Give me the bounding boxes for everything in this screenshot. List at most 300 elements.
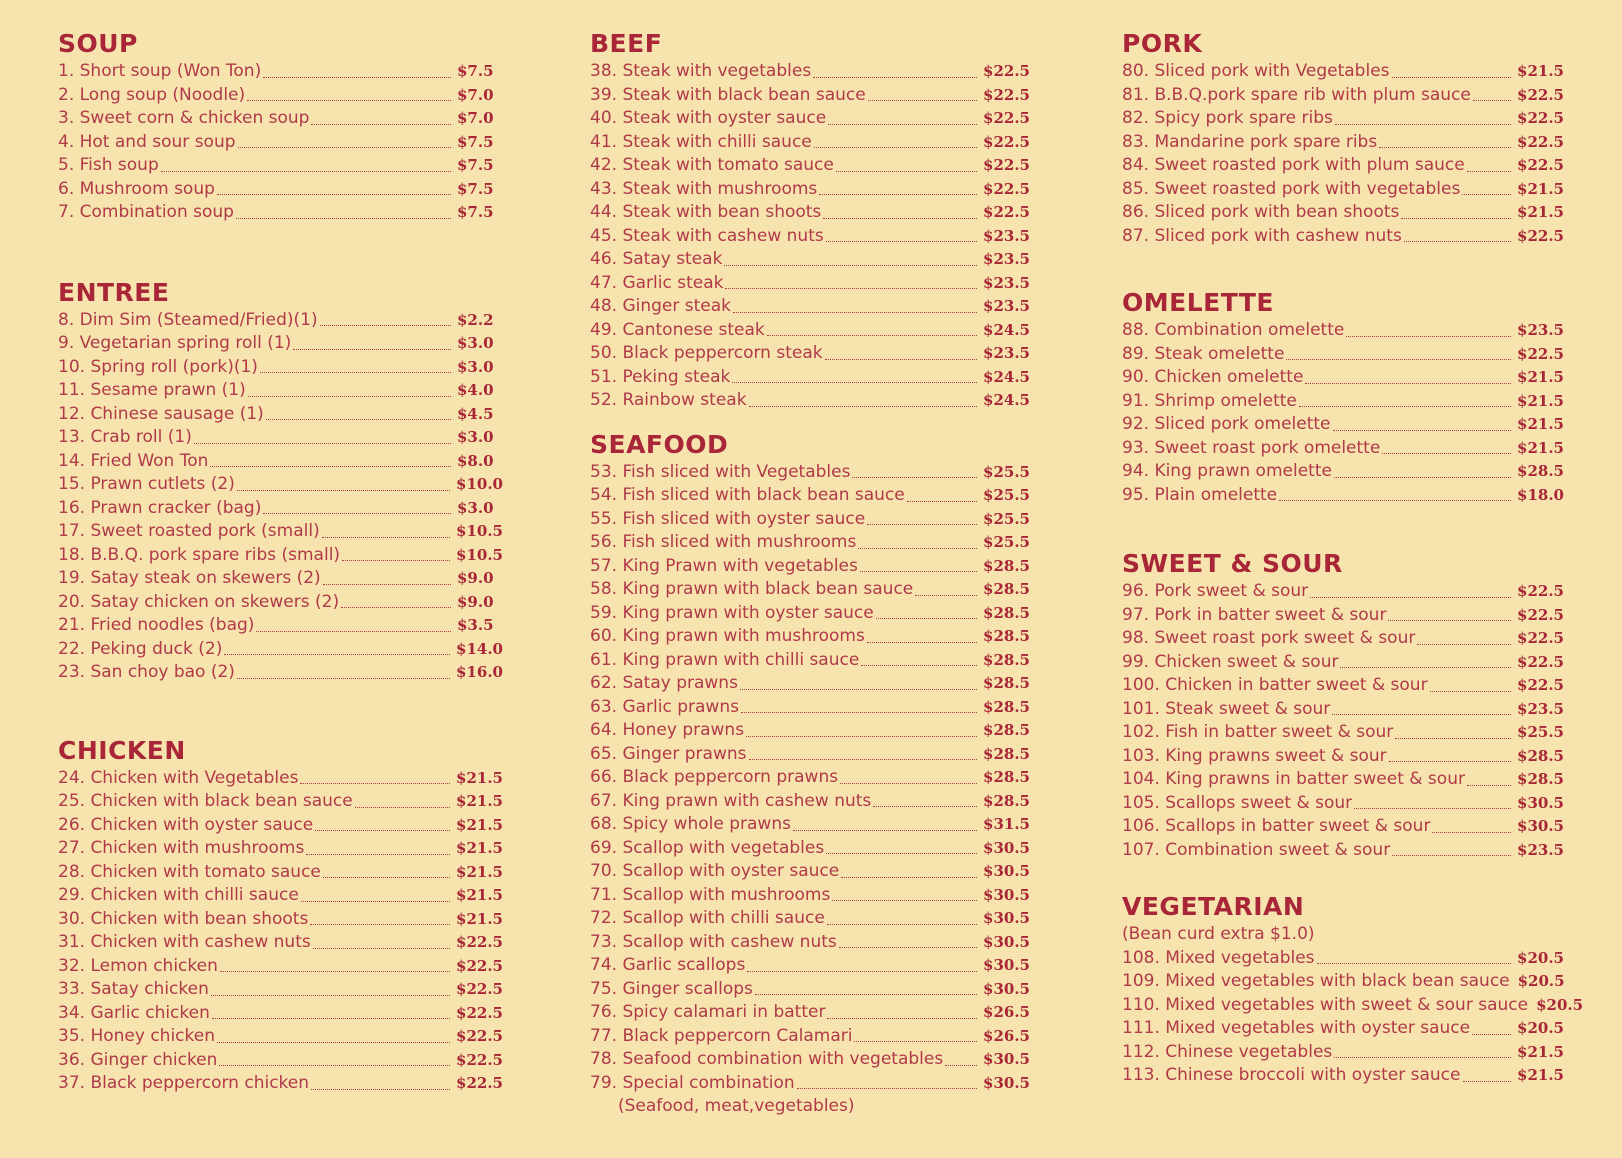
item-name: 91. Shrimp omelette [1122, 390, 1297, 411]
item-price: $22.5 [983, 203, 1030, 221]
item-price: $22.5 [1517, 132, 1564, 151]
dot-leader [876, 618, 977, 619]
item-price: $28.5 [983, 580, 1030, 598]
menu-item [590, 578, 1030, 602]
item-name: 71. Scallop with mushrooms [590, 884, 831, 905]
dot-leader [217, 194, 451, 195]
menu-item [590, 813, 1030, 837]
item-name: 113. Chinese broccoli with oyster sauce [1122, 1065, 1461, 1085]
dot-leader [819, 194, 977, 195]
item-name: 81. B.B.Q.pork spare rib with plum sauce [1122, 84, 1471, 105]
item-name: 47. Garlic steak [590, 272, 724, 293]
dot-leader [733, 312, 977, 313]
dot-leader [1404, 241, 1511, 242]
dot-leader [341, 607, 451, 608]
menu-item [590, 1001, 1030, 1025]
item-price: $21.5 [1517, 1042, 1564, 1061]
item-name: 112. Chinese vegetables [1122, 1041, 1333, 1062]
item-price: $22.5 [1517, 344, 1564, 363]
item-name: 34. Garlic chicken [58, 1002, 210, 1023]
dot-leader [852, 477, 977, 478]
item-price: $21.5 [456, 792, 503, 810]
dot-leader [311, 124, 451, 125]
menu-item [590, 484, 1030, 508]
item-list [1122, 947, 1584, 1088]
item-price: $22.5 [983, 62, 1030, 80]
dot-leader [767, 335, 977, 336]
item-name: 19. Satay steak on skewers (2) [58, 568, 321, 588]
item-price: $28.5 [983, 674, 1030, 692]
item-price: $24.5 [983, 391, 1030, 409]
menu-item [1122, 604, 1564, 628]
item-price: $28.5 [1517, 770, 1564, 788]
item-name: 90. Chicken omelette [1122, 367, 1304, 387]
menu-item [590, 602, 1030, 626]
item-name: 105. Scallops sweet & sour [1122, 792, 1353, 813]
dot-leader [320, 325, 451, 326]
item-price: $30.5 [983, 862, 1030, 880]
dot-leader [247, 100, 451, 101]
item-price: $30.5 [983, 932, 1030, 951]
item-list [1122, 60, 1564, 248]
section-title: CHICKEN [58, 735, 186, 765]
menu-item [1122, 947, 1564, 971]
menu-item [590, 461, 1030, 485]
menu-item [1122, 1017, 1564, 1041]
item-price: $22.5 [456, 980, 503, 998]
menu-column-right [1122, 28, 1584, 1088]
section-seafood [590, 429, 1030, 1119]
menu-item [58, 450, 503, 474]
item-name: 72. Scallop with chilli sauce [590, 908, 825, 928]
item-price: $21.5 [1517, 438, 1564, 457]
item-price: $22.5 [1517, 109, 1564, 127]
item-name: 70. Scallop with oyster sauce [590, 861, 840, 881]
dot-leader [749, 406, 977, 407]
item-price: $28.5 [983, 627, 1030, 645]
menu-item [58, 931, 503, 955]
dot-leader [342, 560, 450, 561]
section-chicken [58, 735, 503, 1096]
dot-leader [211, 995, 450, 996]
item-price: $10.5 [456, 545, 503, 564]
item-name: 89. Steak omelette [1122, 343, 1285, 364]
item-name: 80. Sliced pork with Vegetables [1122, 61, 1390, 81]
item-name: 111. Mixed vegetables with oyster sauce [1122, 1018, 1471, 1038]
item-name: 10. Spring roll (pork)(1) [58, 356, 258, 377]
item-name: 55. Fish sliced with oyster sauce [590, 508, 866, 529]
item-name: 79. Special combination [590, 1072, 795, 1093]
item-price: $22.5 [983, 156, 1030, 174]
dot-leader [1392, 77, 1512, 78]
menu-item [58, 131, 503, 155]
item-price: $3.0 [457, 428, 494, 446]
item-price: $28.5 [983, 744, 1030, 763]
menu-item [590, 649, 1030, 673]
menu-item [590, 154, 1030, 178]
item-name: 97. Pork in batter sweet & sour [1122, 604, 1387, 625]
item-price: $21.5 [456, 886, 503, 904]
dot-leader [861, 665, 977, 666]
dot-leader [1299, 406, 1511, 407]
menu-item [590, 696, 1030, 720]
item-price: $22.5 [1517, 582, 1564, 600]
dot-leader [300, 783, 450, 784]
menu-item [1122, 390, 1564, 414]
item-price: $7.5 [457, 179, 494, 198]
menu-item [58, 591, 503, 615]
menu-item [1122, 792, 1564, 816]
item-name: 75. Ginger scallops [590, 978, 753, 999]
dot-leader [355, 807, 450, 808]
item-price: $2.2 [457, 310, 494, 329]
item-price: $3.0 [457, 498, 494, 517]
dot-leader [755, 994, 977, 995]
dot-leader [1335, 124, 1511, 125]
item-footnote: (Seafood, meat,vegetables) [618, 1096, 855, 1116]
item-name: 84. Sweet roasted pork with plum sauce [1122, 155, 1465, 175]
item-name: 99. Chicken sweet & sour [1122, 651, 1339, 672]
menu-item [58, 1025, 503, 1049]
section-title: VEGETARIAN [1122, 892, 1305, 921]
item-price: $30.5 [983, 1050, 1030, 1068]
dot-leader [1395, 738, 1511, 739]
section-title: SOUP [58, 29, 138, 58]
menu-item [58, 84, 503, 108]
item-price: $20.5 [1517, 972, 1565, 990]
dot-leader [1310, 597, 1511, 598]
item-price: $22.5 [1517, 85, 1564, 104]
item-price: $28.5 [1517, 462, 1564, 480]
item-name: 76. Spicy calamari in batter [590, 1002, 826, 1022]
menu-item [1122, 745, 1564, 769]
item-price: $23.5 [1517, 699, 1564, 718]
dot-leader [263, 513, 451, 514]
menu-item [58, 1072, 503, 1096]
menu-item [58, 544, 503, 568]
item-name: 11. Sesame prawn (1) [58, 380, 246, 400]
dot-leader [813, 77, 977, 78]
item-name: 94. King prawn omelette [1122, 461, 1332, 481]
dot-leader [194, 443, 451, 444]
dot-leader [237, 678, 450, 679]
dot-leader [313, 948, 450, 949]
item-name: 74. Garlic scallops [590, 955, 746, 975]
dot-leader [827, 924, 977, 925]
item-name: 26. Chicken with oyster sauce [58, 814, 314, 835]
menu-item [58, 884, 503, 908]
item-price: $30.5 [983, 1073, 1030, 1092]
item-name: 27. Chicken with mushrooms [58, 838, 305, 858]
dot-leader [1401, 218, 1511, 219]
dot-leader [263, 77, 451, 78]
item-price: $23.5 [983, 250, 1030, 268]
dot-leader [841, 877, 977, 878]
item-name: 100. Chicken in batter sweet & sour [1122, 675, 1428, 695]
section-title: ENTREE [58, 277, 170, 307]
dot-leader [945, 1065, 977, 1066]
menu-item [1122, 721, 1564, 745]
dot-leader [1467, 785, 1511, 786]
dot-leader [236, 218, 451, 219]
item-price: $21.5 [456, 839, 503, 857]
section-soup [58, 28, 503, 225]
dot-leader [1388, 620, 1511, 621]
dot-leader [210, 466, 451, 467]
menu-item [1122, 1064, 1564, 1088]
item-price: $25.5 [983, 533, 1030, 551]
menu-item [590, 1072, 1030, 1096]
item-price: $30.5 [1517, 793, 1564, 812]
item-price: $30.5 [983, 956, 1030, 974]
dot-leader [217, 1042, 450, 1043]
menu-item [1122, 60, 1564, 84]
item-name: 64. Honey prawns [590, 720, 745, 740]
menu-item [1122, 225, 1564, 249]
item-price: $20.5 [1517, 1019, 1564, 1037]
item-name: 63. Garlic prawns [590, 696, 739, 717]
item-price: $28.5 [983, 650, 1030, 669]
item-price: $20.5 [1536, 995, 1584, 1014]
item-price: $30.5 [1517, 817, 1564, 835]
dot-leader [826, 241, 977, 242]
item-name: 20. Satay chicken on skewers (2) [58, 591, 340, 612]
menu-item [58, 567, 503, 591]
menu-item [590, 272, 1030, 296]
menu-item [590, 931, 1030, 955]
dot-leader [839, 947, 977, 948]
item-name: 39. Steak with black bean sauce [590, 84, 866, 105]
menu-item [590, 1025, 1030, 1049]
section-title: BEEF [590, 29, 663, 58]
item-name: 35. Honey chicken [58, 1026, 215, 1046]
item-name: 14. Fried Won Ton [58, 450, 209, 471]
item-list [58, 309, 503, 685]
item-name: 25. Chicken with black bean sauce [58, 791, 353, 811]
section-title: PORK [1122, 29, 1203, 58]
dot-leader [749, 759, 978, 760]
menu-item [590, 672, 1030, 696]
dot-leader [260, 372, 451, 373]
item-name: 30. Chicken with bean shoots [58, 908, 309, 929]
item-price: $28.5 [983, 721, 1030, 739]
item-price: $23.5 [983, 297, 1030, 315]
item-name: 85. Sweet roasted pork with vegetables [1122, 178, 1461, 199]
item-name: 9. Vegetarian spring roll (1) [58, 333, 292, 353]
item-name: 86. Sliced pork with bean shoots [1122, 202, 1400, 222]
dot-leader [867, 642, 977, 643]
item-name: 102. Fish in batter sweet & sour [1122, 722, 1394, 742]
item-name: 107. Combination sweet & sour [1122, 839, 1391, 860]
item-name: 22. Peking duck (2) [58, 638, 223, 659]
item-price: $22.5 [1517, 605, 1564, 624]
item-price: $25.5 [983, 486, 1030, 504]
dot-leader [858, 548, 977, 549]
menu-item [1122, 201, 1564, 225]
item-name: 83. Mandarine pork spare ribs [1122, 131, 1378, 152]
item-price: $30.5 [983, 885, 1030, 904]
item-price: $16.0 [456, 663, 503, 681]
menu-item [590, 60, 1030, 84]
item-list [58, 767, 503, 1096]
item-name: 65. Ginger prawns [590, 743, 747, 764]
item-name: 42. Steak with tomato sauce [590, 155, 834, 175]
dot-leader [740, 689, 977, 690]
dot-leader [1473, 100, 1511, 101]
item-price: $21.5 [1517, 415, 1564, 433]
item-name: 77. Black peppercorn Calamari [590, 1025, 853, 1046]
section-title: OMELETTE [1122, 288, 1274, 317]
menu-item [1122, 674, 1564, 698]
item-name: 101. Steak sweet & sour [1122, 698, 1331, 719]
section-entree [58, 277, 503, 685]
item-list [590, 60, 1030, 413]
dot-leader [1340, 667, 1511, 668]
menu-item [1122, 154, 1564, 178]
menu-item [590, 531, 1030, 555]
item-name: 109. Mixed vegetables with black bean sauce [1122, 971, 1510, 991]
item-price: $22.5 [983, 132, 1030, 151]
dot-leader [1463, 1081, 1512, 1082]
item-name: 67. King prawn with cashew nuts [590, 790, 872, 811]
item-name: 46. Satay steak [590, 249, 723, 269]
dot-leader [1354, 808, 1511, 809]
dot-leader [237, 490, 450, 491]
menu-item [58, 379, 503, 403]
item-price: $22.5 [1517, 226, 1564, 245]
item-price: $10.5 [456, 522, 503, 540]
dot-leader [266, 419, 451, 420]
item-name: 58. King prawn with black bean sauce [590, 579, 914, 599]
menu-item [58, 497, 503, 521]
item-price: $22.5 [1517, 629, 1564, 647]
item-name: 48. Ginger steak [590, 296, 731, 316]
item-name: 32. Lemon chicken [58, 955, 218, 976]
dot-leader [1286, 359, 1511, 360]
menu-item [590, 225, 1030, 249]
dot-leader [1379, 147, 1511, 148]
item-price: $8.0 [457, 451, 494, 470]
menu-item [1122, 1041, 1564, 1065]
item-name: 7. Combination soup [58, 202, 234, 222]
menu-item [590, 389, 1030, 413]
menu-item [590, 508, 1030, 532]
item-name: 62. Satay prawns [590, 673, 738, 693]
item-price: $30.5 [983, 979, 1030, 998]
menu-item [1122, 970, 1564, 994]
dot-leader [746, 736, 977, 737]
menu-item [58, 638, 503, 662]
item-price: $18.0 [1517, 485, 1564, 504]
item-price: $14.0 [456, 639, 503, 658]
dot-leader [828, 124, 977, 125]
menu-item [590, 201, 1030, 225]
menu-item [1122, 366, 1564, 390]
item-price: $22.5 [983, 85, 1030, 104]
menu-item [590, 860, 1030, 884]
item-price: $31.5 [983, 815, 1030, 833]
item-list [590, 461, 1030, 1096]
item-name: 29. Chicken with chilli sauce [58, 885, 299, 905]
dot-leader [1389, 761, 1511, 762]
menu-item [1122, 994, 1584, 1018]
section-title: SWEET & SOUR [1122, 549, 1343, 578]
item-price: $21.5 [1517, 62, 1564, 80]
section-title: SEAFOOD [590, 429, 729, 459]
menu-item [590, 84, 1030, 108]
item-name: 4. Hot and sour soup [58, 131, 236, 152]
menu-item [590, 295, 1030, 319]
dot-leader [1462, 194, 1511, 195]
item-name: 17. Sweet roasted pork (small) [58, 521, 320, 541]
item-name: 57. King Prawn with vegetables [590, 555, 858, 576]
dot-leader [1317, 963, 1511, 964]
dot-leader [256, 631, 451, 632]
item-name: 21. Fried noodles (bag) [58, 615, 255, 635]
dot-leader [1305, 383, 1511, 384]
item-name: 53. Fish sliced with Vegetables [590, 461, 851, 482]
dot-leader [219, 1065, 450, 1066]
menu-item [590, 790, 1030, 814]
item-price: $22.5 [456, 933, 503, 951]
item-price: $28.5 [983, 603, 1030, 622]
dot-leader [310, 924, 450, 925]
dot-leader [823, 218, 977, 219]
menu-item [58, 426, 503, 450]
item-name: 103. King prawns sweet & sour [1122, 745, 1387, 766]
section-note: (Bean curd extra $1.0) [1122, 924, 1315, 944]
dot-leader [301, 901, 450, 902]
menu-item [58, 154, 503, 178]
section-beef [590, 28, 1030, 413]
dot-leader [1346, 336, 1511, 337]
item-name: 43. Steak with mushrooms [590, 178, 818, 199]
menu-item [58, 908, 503, 932]
menu-column-middle [590, 28, 1030, 1119]
dot-leader [323, 584, 451, 585]
item-list [1122, 580, 1564, 862]
menu-item [590, 719, 1030, 743]
item-price: $22.5 [1517, 156, 1564, 174]
dot-leader [814, 147, 977, 148]
dot-leader [907, 501, 977, 502]
dot-leader [212, 1018, 450, 1019]
menu-item [1122, 413, 1564, 437]
dot-leader [1467, 171, 1511, 172]
menu-item [1122, 651, 1564, 675]
item-name: 51. Peking steak [590, 366, 731, 387]
item-name: 108. Mixed vegetables [1122, 947, 1315, 968]
menu-item [590, 248, 1030, 272]
item-price: $22.5 [983, 109, 1030, 127]
dot-leader [306, 854, 450, 855]
item-name: 61. King prawn with chilli sauce [590, 649, 860, 670]
item-price: $21.5 [456, 815, 503, 834]
item-name: 13. Crab roll (1) [58, 427, 192, 447]
dot-leader [1334, 1057, 1511, 1058]
dot-leader [832, 900, 977, 901]
dot-leader [248, 396, 451, 397]
dot-leader [1334, 477, 1511, 478]
item-price: $22.5 [456, 1003, 503, 1022]
item-price: $30.5 [983, 909, 1030, 927]
dot-leader [224, 654, 450, 655]
item-name: 41. Steak with chilli sauce [590, 131, 812, 152]
item-price: $23.5 [983, 344, 1030, 362]
menu-item [1122, 107, 1564, 131]
item-price: $22.5 [1517, 676, 1564, 694]
item-name: 23. San choy bao (2) [58, 662, 235, 682]
